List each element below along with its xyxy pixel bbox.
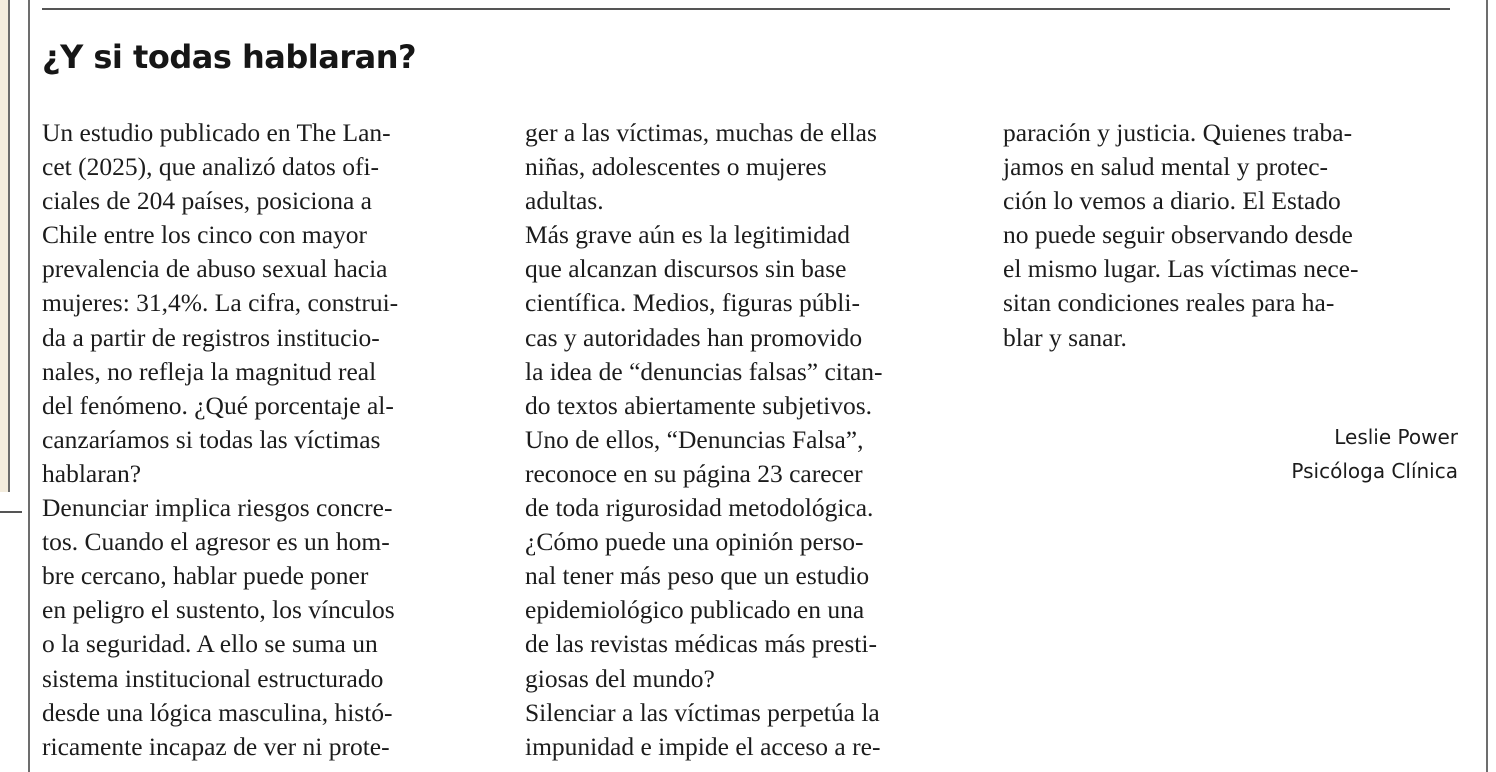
adjacent-article-edge	[0, 0, 10, 492]
top-divider-rule	[42, 8, 1450, 10]
author-signature	[1291, 420, 1458, 488]
text-line: ciales de 204 países, posiciona a	[42, 186, 372, 216]
text-line: ricamente incapaz de ver ni prote-	[42, 731, 390, 761]
text-line: tos. Cuando el agresor es un hom-	[42, 527, 390, 557]
article-column-1	[42, 116, 492, 764]
text-line: Uno de ellos, “Denuncias Falsa”,	[525, 424, 864, 454]
text-line: bre cercano, hablar puede poner	[42, 561, 369, 591]
text-line: paración y justicia. Quienes traba-	[1003, 118, 1353, 147]
text-line: en peligro el sustento, los vínculos	[42, 595, 395, 625]
text-line: ger a las víctimas, muchas de ellas	[525, 118, 877, 147]
text-line: sitan condiciones reales para ha-	[1003, 288, 1335, 318]
text-line: canzaríamos si todas las víctimas	[42, 424, 381, 454]
text-line: adultas.	[525, 186, 604, 216]
text-line: el mismo lugar. Las víctimas nece-	[1003, 254, 1359, 284]
text-line: Chile entre los cinco con mayor	[42, 220, 368, 250]
text-line: niñas, adolescentes o mujeres	[525, 152, 827, 182]
right-column-rule	[1486, 0, 1488, 772]
article-headline: ¿Y si todas hablaran?	[42, 38, 417, 76]
text-line: de toda rigurosidad metodológica.	[525, 493, 874, 523]
text-line: hablaran?	[42, 458, 142, 488]
text-line: jamos en salud mental y protec-	[1003, 152, 1329, 182]
article-column-3	[1003, 116, 1463, 355]
text-line: Silenciar a las víctimas perpetúa la	[525, 697, 880, 727]
text-line: cet (2025), que analizó datos ofi-	[42, 152, 380, 182]
text-line: mujeres: 31,4%. La cifra, construi-	[42, 288, 399, 318]
left-column-rule	[28, 0, 30, 772]
text-line: impunidad e impide el acceso a re-	[525, 731, 881, 761]
text-line: blar y sanar.	[1003, 322, 1127, 352]
text-line: nales, no refleja la magnitud real	[42, 356, 377, 386]
text-line: nal tener más peso que un estudio	[525, 561, 870, 591]
adjacent-article-rule	[0, 511, 22, 513]
text-line: científica. Medios, figuras públi-	[525, 288, 860, 318]
text-line: Más grave aún es la legitimidad	[525, 220, 851, 250]
article-column-2	[525, 116, 985, 764]
author-title: Psicóloga Clínica	[1291, 459, 1458, 483]
author-name: Leslie Power	[1334, 425, 1458, 449]
text-line: o la seguridad. A ello se suma un	[42, 629, 378, 659]
text-line: del fenómeno. ¿Qué porcentaje al-	[42, 390, 394, 420]
text-line: sistema institucional estructurado	[42, 663, 384, 693]
text-line: ¿Cómo puede una opinión perso-	[525, 527, 864, 557]
text-line: de las revistas médicas más presti-	[525, 629, 877, 659]
text-line: prevalencia de abuso sexual hacia	[42, 254, 388, 284]
text-line: la idea de “denuncias falsas” citan-	[525, 356, 883, 386]
text-line: giosas del mundo?	[525, 663, 715, 693]
text-line: Un estudio publicado en The Lan-	[42, 118, 391, 147]
text-line: da a partir de registros institucio-	[42, 322, 380, 352]
text-line: cas y autoridades han promovido	[525, 322, 863, 352]
text-line: do textos abiertamente subjetivos.	[525, 390, 873, 420]
text-line: reconoce en su página 23 carecer	[525, 458, 863, 488]
text-line: Denunciar implica riesgos concre-	[42, 493, 393, 523]
text-line: epidemiológico publicado en una	[525, 595, 865, 625]
text-line: que alcanzan discursos sin base	[525, 254, 847, 284]
text-line: ción lo vemos a diario. El Estado	[1003, 186, 1341, 216]
text-line: desde una lógica masculina, histó-	[42, 697, 393, 727]
text-line: no puede seguir observando desde	[1003, 220, 1353, 250]
